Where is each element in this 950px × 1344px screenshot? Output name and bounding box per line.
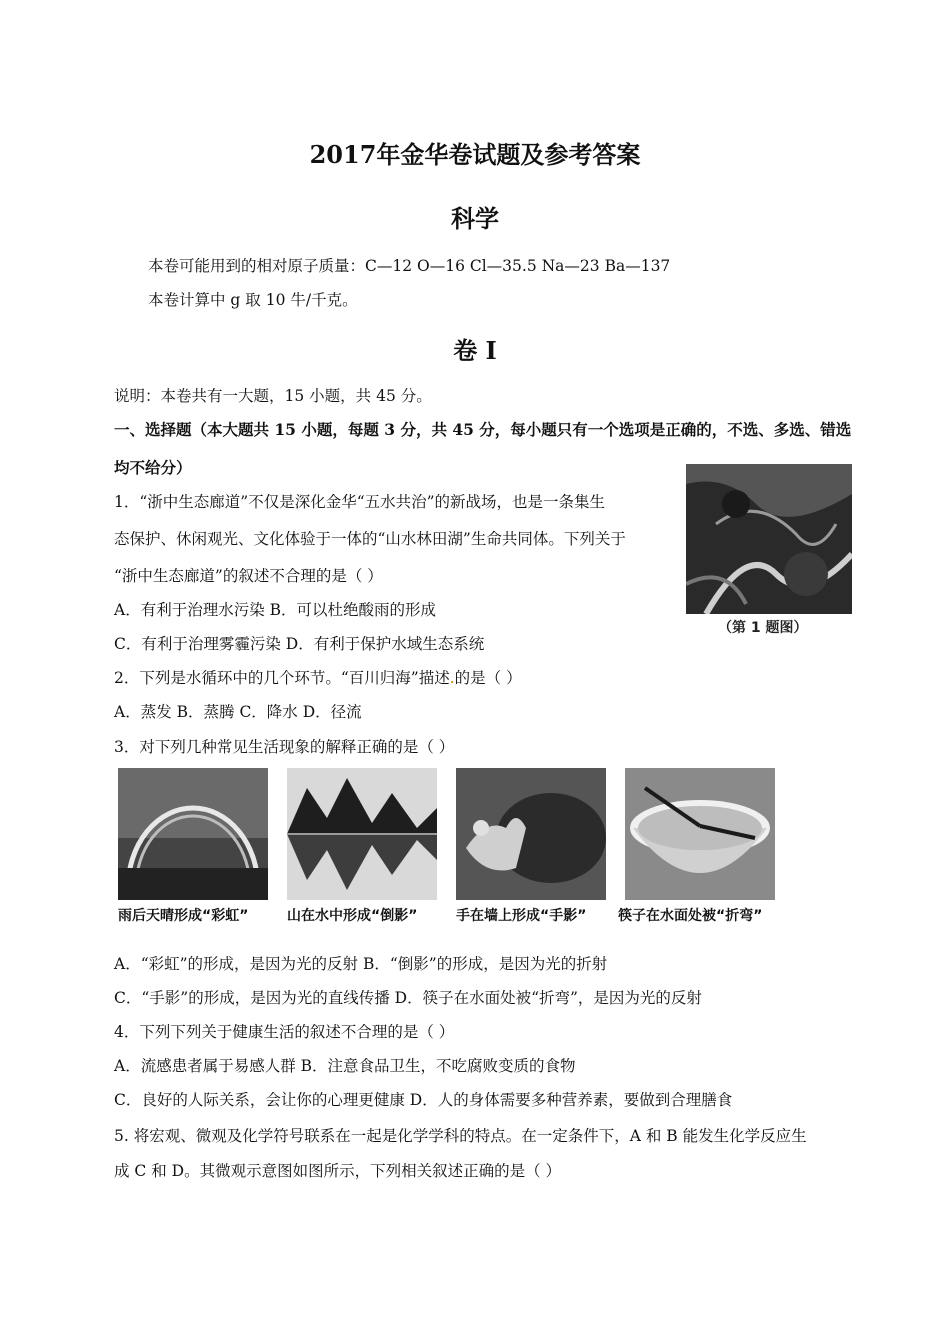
page-title: 2017年金华卷试题及参考答案 [309,140,641,169]
question-1-line-2: 态保护、休闲观光、文化体验于一体的“山水林田湖”生命共同体。下列关于 [114,530,626,548]
chopsticks-image [625,768,775,900]
question-3-options-ab: A．“彩虹”的形成，是因为光的反射 B．“倒影”的形成，是因为光的折射 [114,955,608,973]
hand-shadow-caption: 手在墙上形成“手影” [456,908,587,924]
question-5-line-1: 5. 将宏观、微观及化学符号联系在一起是化学学科的特点。在一定条件下，A 和 B 能发生化学反应生 [114,1127,807,1145]
question-1-figure-caption: （第 1 题图） [718,620,808,636]
atomic-mass-note: 本卷可能用到的相对原子质量：C—12 O—16 Cl—35.5 Na—23 Ba—137 [148,257,671,275]
reflection-image [287,768,437,900]
question-1-options-cd: C．有利于治理雾霾污染 D．有利于保护水域生态系统 [114,635,485,653]
rainbow-image [118,768,268,900]
gravity-note: 本卷计算中 g 取 10 牛/千克。 [148,291,358,309]
question-1-options-ab: A．有利于治理水污染 B．可以杜绝酸雨的形成 [114,601,437,619]
question-2-line-1: 2．下列是水循环中的几个环节。“百川归海”描述.的是（ ） [114,669,522,687]
chopsticks-caption: 筷子在水面处被“折弯” [618,908,763,924]
question-4-options-ab: A．流感患者属于易感人群 B．注意食品卫生，不吃腐败变质的食物 [114,1057,576,1075]
question-1-figure [686,464,852,614]
rainbow-caption: 雨后天晴形成“彩虹” [118,908,249,924]
question-4-options-cd: C．良好的人际关系，会让你的心理更健康 D．人的身体需要多种营养素，要做到合理膳食 [114,1091,733,1109]
subject-title: 科学 [451,204,499,233]
reflection-caption: 山在水中形成“倒影” [287,908,418,924]
part-note: 说明：本卷共有一大题，15 小题，共 45 分。 [114,387,432,405]
part-title: 卷 Ⅰ [453,336,497,365]
section-heading-cont: 均不给分） [114,458,192,477]
question-1-line-1: 1．“浙中生态廊道”不仅是深化金华“五水共治”的新战场，也是一条集生 [114,493,606,511]
question-1-line-3: “浙中生态廊道”的叙述不合理的是（ ） [114,567,383,585]
hand-shadow-image [456,768,606,900]
question-4-line-1: 4．下列下列关于健康生活的叙述不合理的是（ ） [114,1023,455,1041]
question-2-options: A．蒸发 B．蒸腾 C．降水 D．径流 [114,703,362,721]
question-3-options-cd: C．“手影”的形成，是因为光的直线传播 D．筷子在水面处被“折弯”，是因为光的反射 [114,989,702,1007]
question-5-line-2: 成 C 和 D。其微观示意图如图所示，下列相关叙述正确的是（ ） [114,1162,561,1180]
question-3-line-1: 3．对下列几种常见生活现象的解释正确的是（ ） [114,738,455,756]
section-heading: 一、选择题（本大题共 15 小题，每题 3 分，共 45 分，每小题只有一个选项是正确的，不选、多选、错选 [114,420,852,439]
